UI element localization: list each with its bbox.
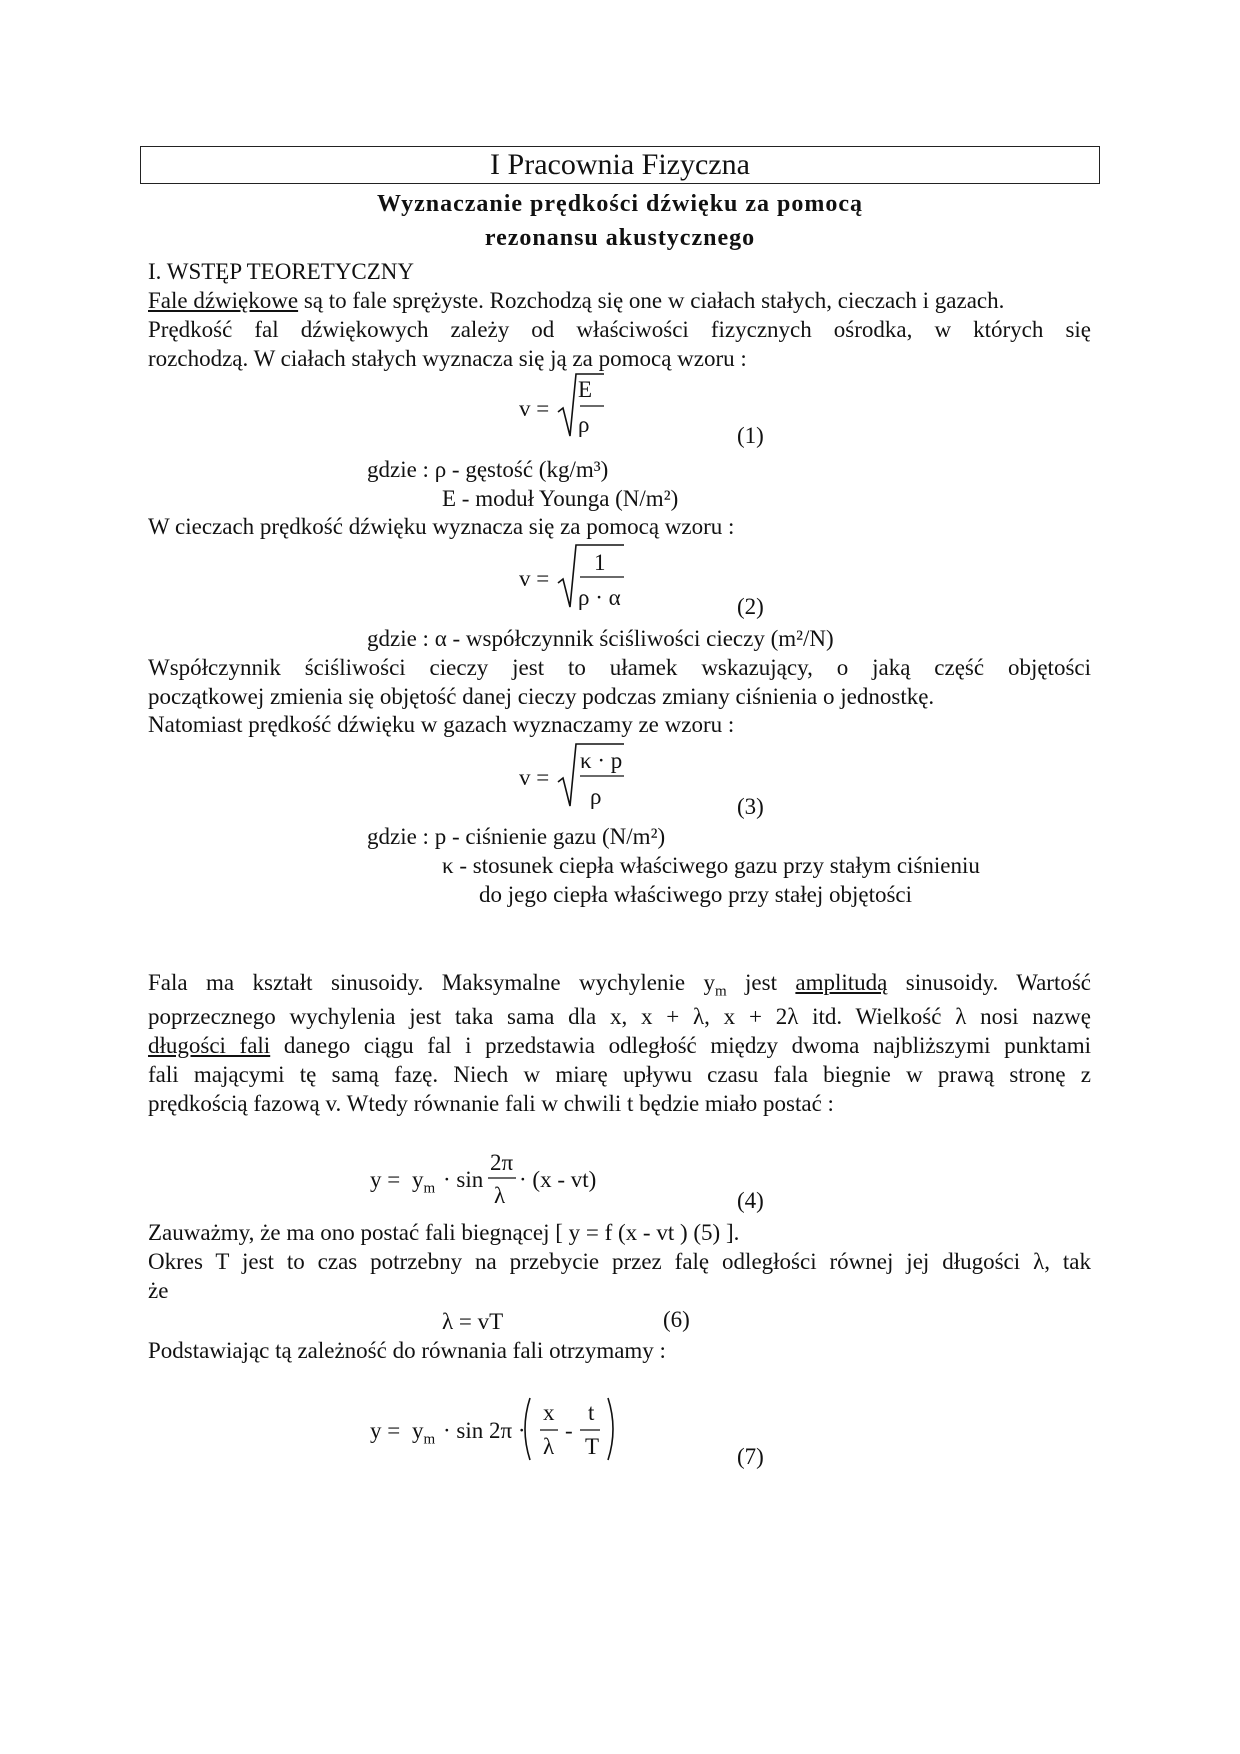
page-title: I Pracownia Fizyczna xyxy=(490,148,750,181)
eq7-number: (7) xyxy=(737,1444,764,1469)
eq4-number: (4) xyxy=(737,1188,764,1213)
eq3-lhs: v = xyxy=(519,765,550,790)
paragraph-4: Natomiast prędkość dźwięku w gazach wyznaczamy ze wzoru : xyxy=(148,712,735,737)
eq3-number: (3) xyxy=(737,794,764,819)
eq1-denominator: ρ xyxy=(578,412,590,437)
paragraph-7-line-2: że xyxy=(148,1278,169,1303)
where-1-density: gdzie : ρ - gęstość (kg/m³) xyxy=(367,457,609,482)
eq7-sin: · sin 2π · xyxy=(443,1418,526,1443)
where-3-kappa-cont: do jego ciepła właściwego przy stałej objętości xyxy=(479,882,913,907)
eq7-f2-numerator: t xyxy=(588,1400,595,1425)
p5-text-b: jest xyxy=(726,970,796,995)
paragraph-8: Podstawiając tą zależność do równania fali otrzymamy : xyxy=(148,1338,666,1363)
eq1-number: (1) xyxy=(737,423,764,448)
eq6-number: (6) xyxy=(663,1307,690,1332)
eq7-f1-numerator: x xyxy=(543,1400,555,1425)
p5-text-c: sinusoidy. Wartość xyxy=(887,970,1091,995)
eq1-numerator: E xyxy=(578,377,593,402)
eq4-sin: · sin xyxy=(443,1167,484,1192)
paragraph-6: Zauważmy, że ma ono postać fali biegnącej [ y = f (x - vt ) (5) ]. xyxy=(148,1220,740,1245)
paragraph-1-line-2: Prędkość fal dźwiękowych zależy od właściwości fizycznych ośrodka, w których się xyxy=(148,317,1091,342)
paragraph-5-line-5: prędkością fazową v. Wtedy równanie fali w chwili t będzie miało postać : xyxy=(148,1091,834,1116)
where-1-young: E - moduł Younga (N/m²) xyxy=(442,486,679,511)
eq3-numerator: κ · p xyxy=(580,748,623,773)
paragraph-2: W cieczach prędkość dźwięku wyznacza się za pomocą wzoru : xyxy=(148,514,735,539)
paragraph-1-line-3: rozchodzą. W ciałach stałych wyznacza się ją za pomocą wzoru : xyxy=(148,346,747,371)
term-sound-waves: Fale dźwiękowe xyxy=(148,288,299,313)
paragraph-1-text: są to fale sprężyste. Rozchodzą się one w ciałach stałych, cieczach i gazach. xyxy=(298,288,1005,313)
eq4-fraction-bar xyxy=(488,1176,518,1180)
eq7-minus: - xyxy=(565,1418,573,1443)
eq4-ym-var: y xyxy=(412,1167,424,1192)
eq7-f1-denominator: λ xyxy=(543,1434,555,1459)
eq6-formula: λ = vT xyxy=(442,1309,504,1334)
p5-text-a: Fala ma kształt sinusoidy. Maksymalne wychylenie xyxy=(148,970,704,995)
paragraph-5-line-2: poprzecznego wychylenia jest taka sama dla x, x + λ, x + 2λ itd. Wielkość λ nosi nazwę xyxy=(148,1004,1091,1029)
paragraph-7-line-1: Okres T jest to czas potrzebny na przebycie przez falę odległości równej jej długości λ, tak xyxy=(148,1249,1091,1274)
where-2-alpha: gdzie : α - współczynnik ściśliwości cieczy (m²/N) xyxy=(367,626,834,651)
eq7-lhs: y = xyxy=(370,1418,401,1443)
subtitle-line-1: Wyznaczanie prędkości dźwięku za pomocą xyxy=(376,191,864,217)
eq4-lhs: y = xyxy=(370,1167,401,1192)
eq7-ym xyxy=(412,1416,435,1455)
eq7-ym-sub: m xyxy=(423,1431,436,1448)
eq4-denominator: λ xyxy=(494,1183,506,1208)
term-wavelength: długości fali xyxy=(148,1033,271,1058)
eq2-denominator: ρ · α xyxy=(578,585,621,610)
p5-ym: y xyxy=(703,970,715,995)
term-amplitude: amplitudą xyxy=(795,970,888,995)
eq2-number: (2) xyxy=(737,594,764,619)
eq4-ym xyxy=(412,1165,435,1204)
eq3-denominator: ρ xyxy=(590,784,602,809)
eq4-rest: · (x - vt) xyxy=(519,1167,597,1192)
where-3-pressure: gdzie : p - ciśnienie gazu (N/m²) xyxy=(367,824,666,849)
paragraph-3-line-1: Współczynnik ściśliwości cieczy jest to ułamek wskazujący, o jaką część objętości xyxy=(148,655,1091,680)
eq2-lhs: v = xyxy=(519,566,550,591)
eq7-f2-denominator: T xyxy=(585,1434,600,1459)
paragraph-5-line-4: fali mającymi tę samą fazę. Niech w miarę upływu czasu fala biegnie w prawą stronę z xyxy=(148,1062,1091,1087)
subtitle-line-2: rezonansu akustycznego xyxy=(484,225,756,251)
eq4-ym-sub: m xyxy=(423,1180,436,1197)
paragraph-3-line-2: początkowej zmienia się objętość danej cieczy podczas zmiany ciśnienia o jednostkę. xyxy=(148,684,935,709)
paragraph-5-line-1 xyxy=(148,968,1091,1007)
section-heading: I. WSTĘP TEORETYCZNY xyxy=(148,259,414,284)
paragraph-1-line-1 xyxy=(148,286,1004,315)
eq1-lhs: v = xyxy=(519,396,550,421)
eq7-ym-var: y xyxy=(412,1418,424,1443)
p5-ym-sub: m xyxy=(714,983,727,1000)
where-3-kappa: κ - stosunek ciepła właściwego gazu przy stałym ciśnieniu xyxy=(442,853,980,878)
eq2-numerator: 1 xyxy=(594,550,606,575)
eq4-numerator: 2π xyxy=(490,1150,514,1175)
paragraph-5-line-3 xyxy=(148,1031,1091,1060)
p5-line3-rest: danego ciągu fal i przedstawia odległość między dwoma najbliższymi punktami xyxy=(270,1033,1091,1058)
